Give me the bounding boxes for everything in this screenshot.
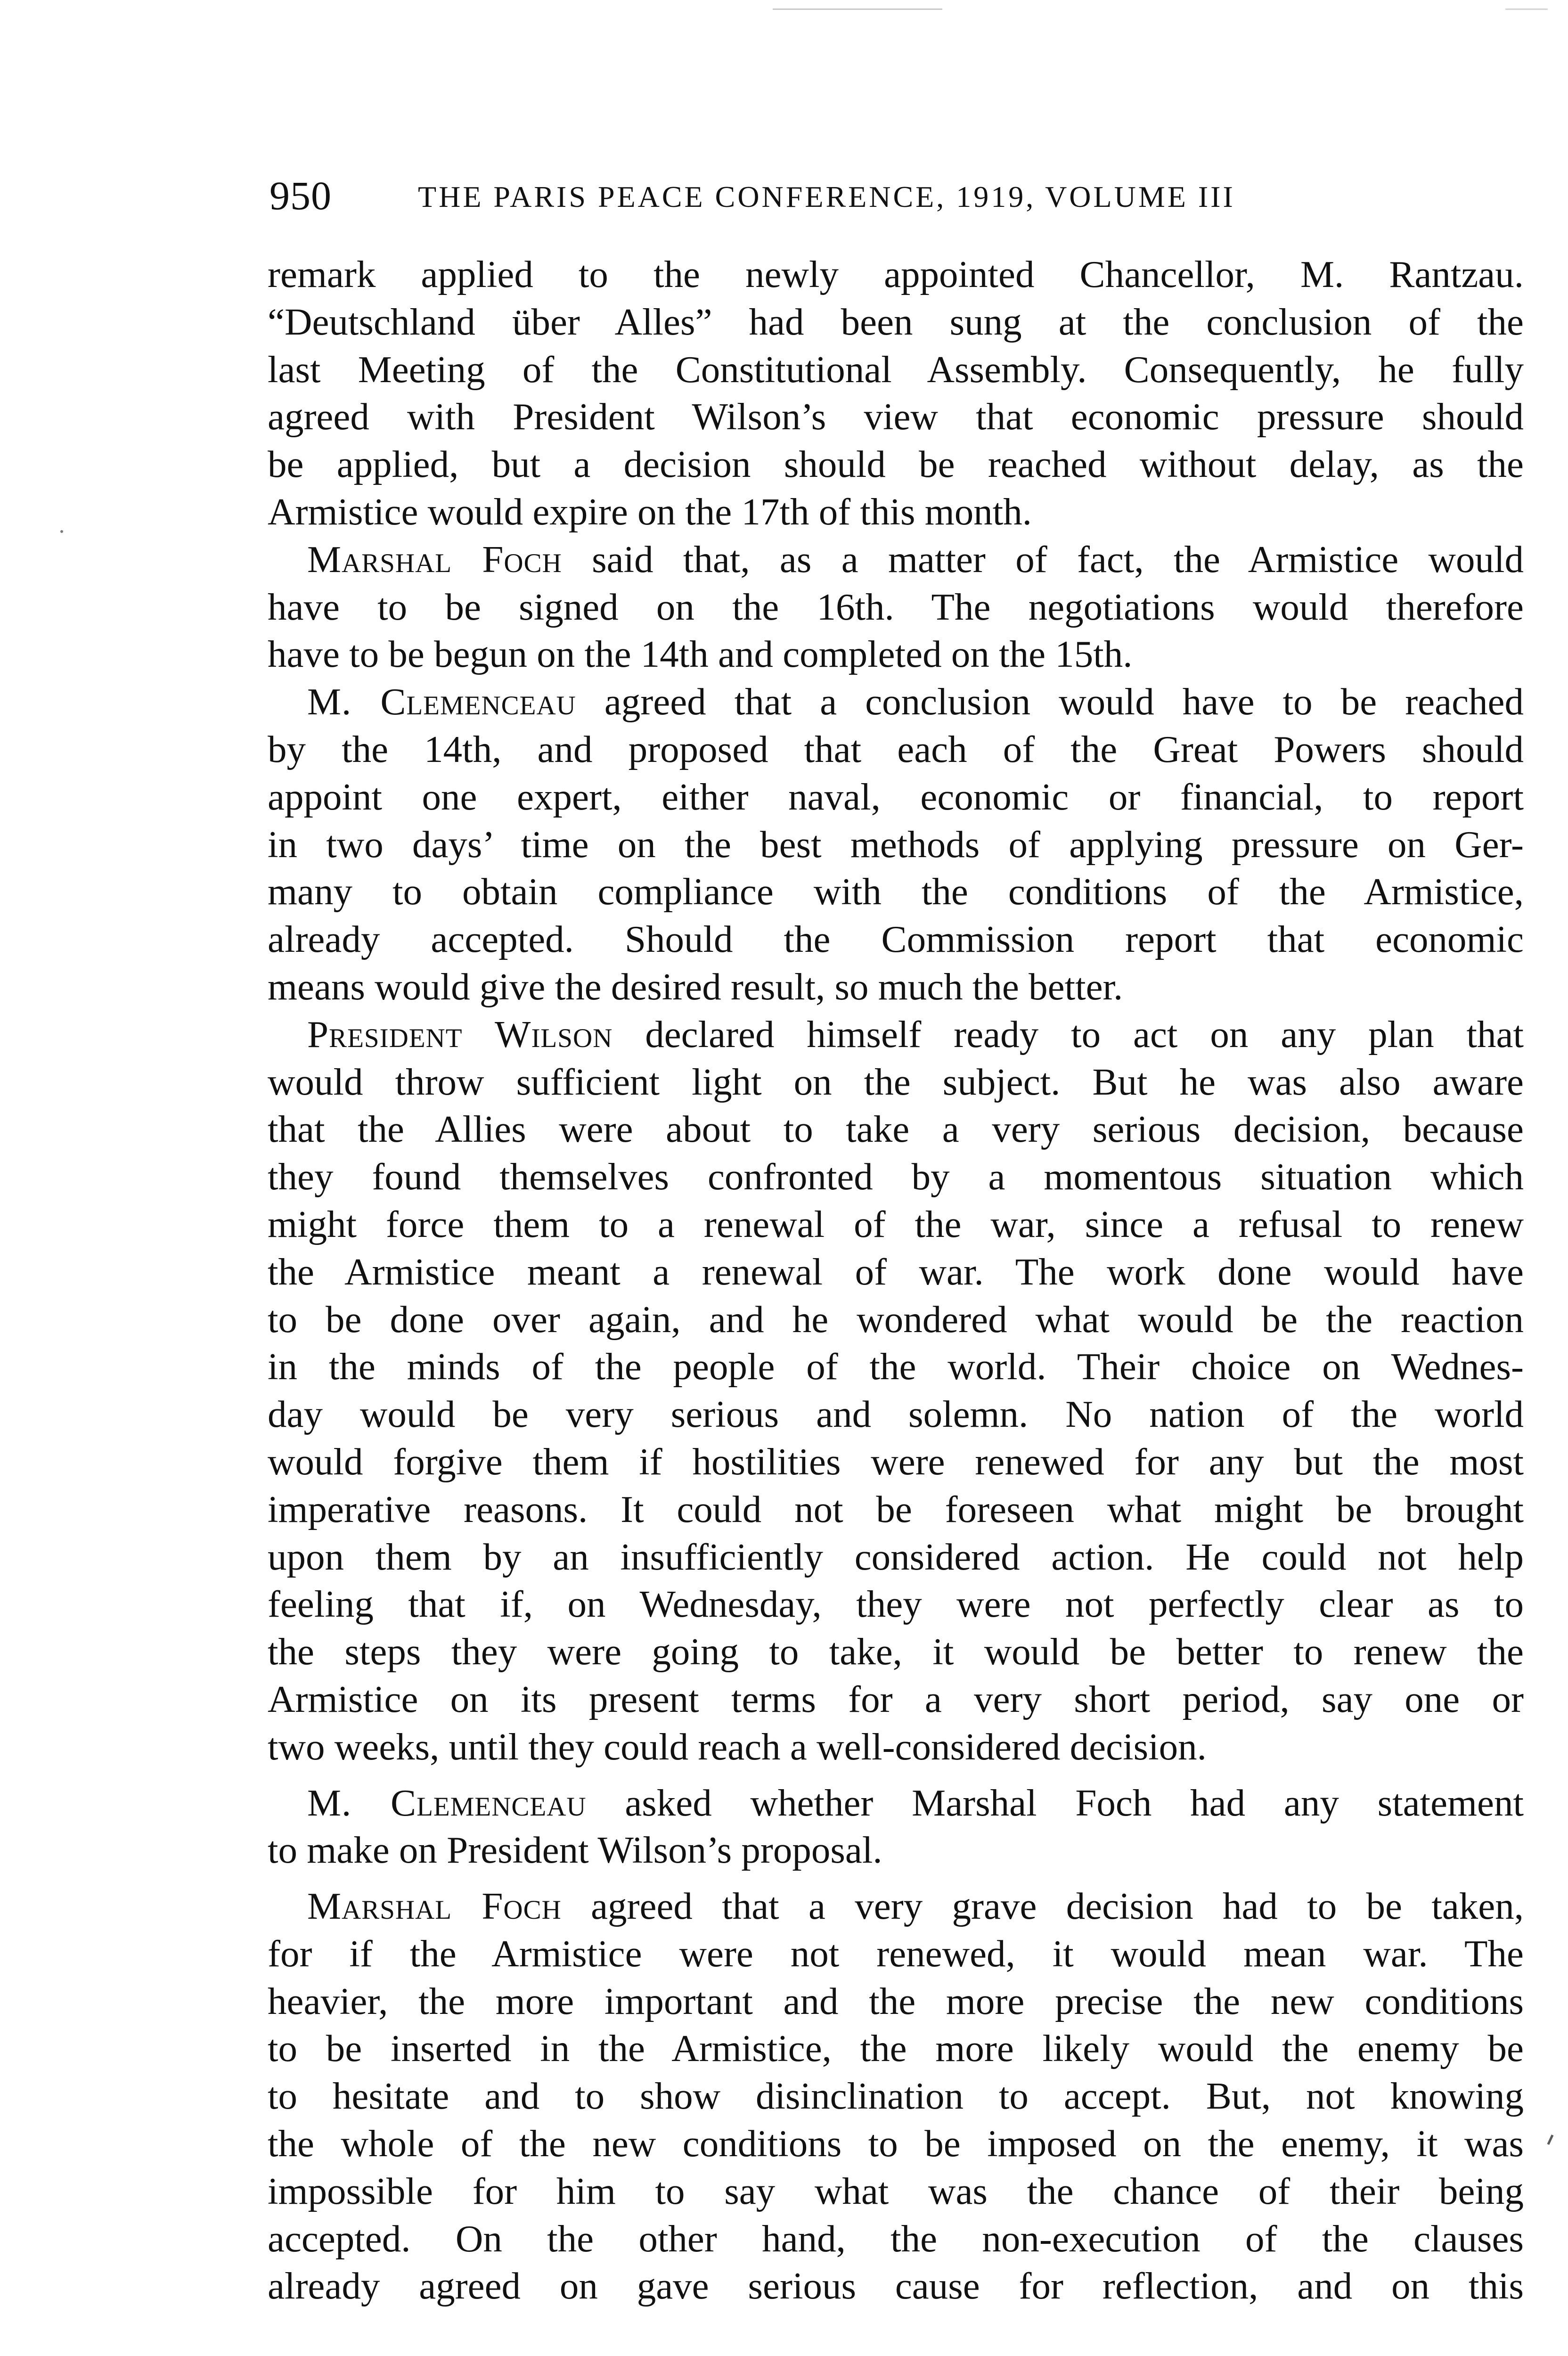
page-number: 950 xyxy=(270,173,332,218)
text-run: agreed that a conclusion would have to be reached xyxy=(576,680,1524,723)
margin-speck xyxy=(60,530,63,533)
text-line: in the minds of the people of the world. Their choice on Wednes- xyxy=(268,1345,1524,1388)
text-line: accepted. On the other hand, the non-execution of the clauses xyxy=(268,2217,1524,2260)
text-line: to hesitate and to show disinclination to accept. But, not knowing xyxy=(268,2075,1524,2118)
paragraph-first-line xyxy=(268,1779,1524,1827)
text-line: they found themselves confronted by a momentous situation which xyxy=(268,1155,1524,1198)
text-line: to be done over again, and he wondered what would be the reaction xyxy=(268,1298,1524,1341)
text-line: means would give the desired result, so much the better. xyxy=(268,965,1123,1008)
paragraph-first-line xyxy=(268,1882,1524,1930)
speaker-name: M. Clemenceau xyxy=(307,1781,587,1824)
text-line: feeling that if, on Wednesday, they were not perfectly clear as to xyxy=(268,1583,1524,1626)
text-line: Armistice on its present terms for a very short period, say one or xyxy=(268,1677,1524,1720)
text-line: would throw sufficient light on the subject. But he was also aware xyxy=(268,1060,1524,1103)
margin-mark xyxy=(1547,2135,1554,2145)
speaker-name: Marshal Foch xyxy=(307,1885,562,1928)
text-run: asked whether Marshal Foch had any statement xyxy=(586,1781,1524,1824)
top-edge-mark-right xyxy=(1505,8,1548,10)
text-line: imperative reasons. It could not be foreseen what might be brought xyxy=(268,1488,1524,1530)
speaker-name: M. Clemenceau xyxy=(307,680,576,723)
text-line: “Deutschland über Alles” had been sung at the conclusion of the xyxy=(268,300,1524,343)
text-line: day would be very serious and solemn. No nation of the world xyxy=(268,1393,1524,1436)
body-text xyxy=(268,251,1524,2310)
text-line: be applied, but a decision should be reached without delay, as the xyxy=(268,443,1524,486)
text-line: might force them to a renewal of the war, since a refusal to renew xyxy=(268,1203,1524,1245)
running-head xyxy=(270,170,1523,221)
text-line: last Meeting of the Constitutional Assembly. Consequently, he fully xyxy=(268,348,1524,391)
text-line: that the Allies were about to take a very serious decision, because xyxy=(268,1108,1524,1151)
running-title: THE PARIS PEACE CONFERENCE, 1919, VOLUME III xyxy=(418,180,1235,213)
text-line: to be inserted in the Armistice, the more likely would the enemy be xyxy=(268,2027,1524,2070)
speaker-name: President Wilson xyxy=(307,1013,613,1055)
text-line: would forgive them if hostilities were renewed for any but the most xyxy=(268,1440,1524,1483)
paragraph-first-line xyxy=(268,678,1524,726)
text-line: have to be begun on the 14th and completed on the 15th. xyxy=(268,633,1133,676)
top-edge-mark xyxy=(773,8,942,10)
text-run: agreed that a very grave decision had to be taken, xyxy=(561,1885,1524,1928)
text-line: the whole of the new conditions to be imposed on the enemy, it was xyxy=(268,2122,1524,2165)
text-line: agreed with President Wilson’s view that economic pressure should xyxy=(268,395,1524,438)
text-line: in two days’ time on the best methods of applying pressure on Ger- xyxy=(268,823,1524,866)
text-line: upon them by an insufficiently considered action. He could not help xyxy=(268,1535,1524,1578)
text-run: said that, as a matter of fact, the Armistice would xyxy=(562,538,1524,581)
text-line: have to be signed on the 16th. The negotiations would therefore xyxy=(268,585,1524,628)
text-line: remark applied to the newly appointed Chancellor, M. Rantzau. xyxy=(268,253,1524,295)
text-line: the steps they were going to take, it would be better to renew the xyxy=(268,1630,1524,1673)
speaker-name: Marshal Foch xyxy=(307,538,562,581)
text-line: already agreed on gave serious cause for reflection, and on this xyxy=(268,2265,1524,2307)
text-line: already accepted. Should the Commission report that economic xyxy=(268,918,1524,961)
text-line: two weeks, until they could reach a well-considered decision. xyxy=(268,1725,1207,1768)
text-line: heavier, the more important and the more precise the new conditions xyxy=(268,1980,1524,2022)
text-line: for if the Armistice were not renewed, it would mean war. The xyxy=(268,1932,1524,1975)
paragraph-first-line xyxy=(268,1011,1524,1058)
text-line: Armistice would expire on the 17th of this month. xyxy=(268,490,1032,533)
text-line: appoint one expert, either naval, economic or financial, to report xyxy=(268,775,1524,818)
text-line: by the 14th, and proposed that each of the Great Powers should xyxy=(268,728,1524,770)
text-line: many to obtain compliance with the conditions of the Armistice, xyxy=(268,870,1524,913)
text-line: the Armistice meant a renewal of war. The work done would have xyxy=(268,1250,1524,1293)
text-run: declared himself ready to act on any plan that xyxy=(612,1013,1524,1055)
paragraph-first-line xyxy=(268,536,1524,583)
text-line: impossible for him to say what was the chance of their being xyxy=(268,2169,1524,2212)
text-line: to make on President Wilson’s proposal. xyxy=(268,1829,882,1872)
